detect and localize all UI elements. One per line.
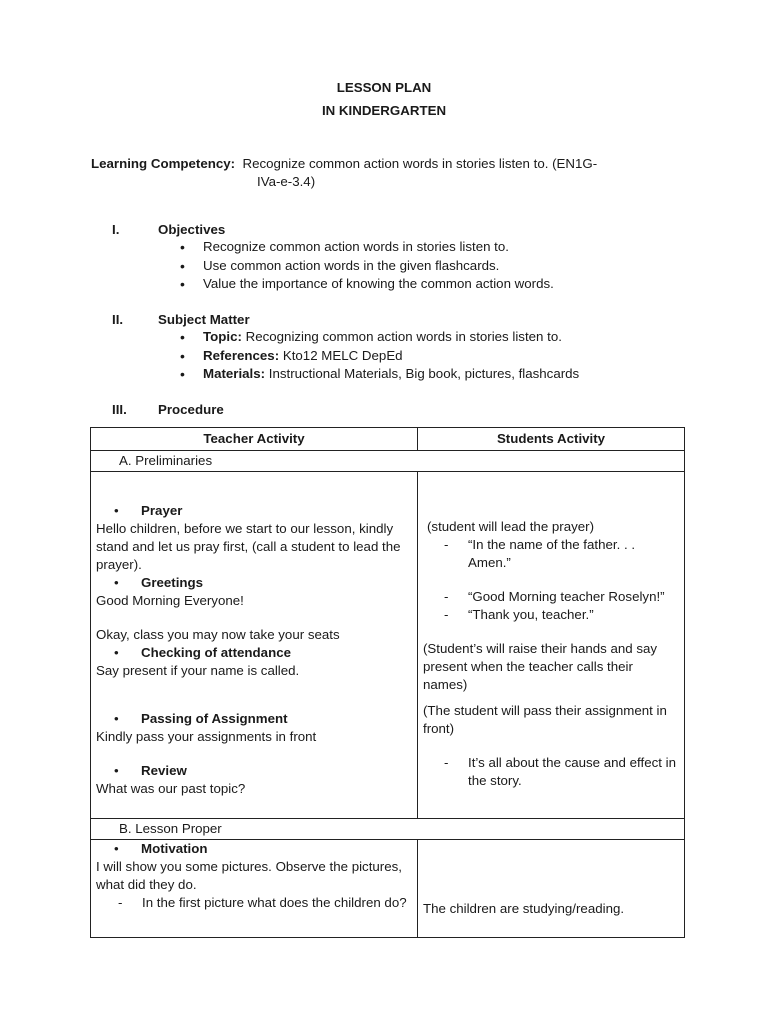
list-item-topic: • Topic: Recognizing common action words in stories listen to. bbox=[180, 328, 579, 347]
section-objectives-title: Objectives bbox=[158, 222, 226, 237]
review-text: What was our past topic? bbox=[96, 781, 246, 796]
section-2-number: II. bbox=[112, 312, 124, 327]
list-item: - It’s all about the cause and effect in the story. bbox=[423, 754, 679, 790]
section-subject-title: Subject Matter bbox=[158, 312, 250, 327]
header-students-activity: Students Activity bbox=[418, 428, 685, 451]
teacher-preliminaries-cell bbox=[91, 472, 418, 819]
assignment-text: Kindly pass your assignments in front bbox=[96, 729, 317, 744]
title-kindergarten: IN KINDERGARTEN bbox=[321, 103, 447, 118]
list-item: - In the first picture what does the children do? bbox=[96, 894, 412, 912]
competency-text: Recognize common action words in stories listen to. (EN1G- bbox=[242, 156, 598, 171]
students-motivation-cell bbox=[418, 840, 685, 938]
attendance-text: Say present if your name is called. bbox=[96, 663, 300, 678]
seats-text: Okay, class you may now take your seats bbox=[96, 627, 340, 642]
children-answer-text: The children are studying/reading. bbox=[423, 901, 625, 916]
pass-assignment-text: (The student will pass their assignment in front) bbox=[423, 703, 667, 736]
list-item-materials: • Materials: Instructional Materials, Big book, pictures, flashcards bbox=[180, 365, 579, 384]
motivation-title: • Motivation bbox=[96, 840, 412, 858]
section-preliminaries: A. Preliminaries bbox=[91, 451, 685, 472]
section-3-number: III. bbox=[112, 402, 127, 417]
learning-competency bbox=[91, 155, 691, 191]
list-item: - “In the name of the father. . . Amen.” bbox=[423, 536, 679, 572]
list-item: • Use common action words in the given flashcards. bbox=[180, 257, 554, 276]
motivation-text: I will show you some pictures. Observe the pictures, what did they do. bbox=[96, 859, 402, 892]
list-item: - “Thank you, teacher.” bbox=[423, 606, 679, 624]
attendance-title: • Checking of attendance bbox=[96, 644, 412, 662]
header-teacher-activity: Teacher Activity bbox=[91, 428, 418, 451]
review-title: • Review bbox=[96, 762, 412, 780]
teacher-motivation-cell bbox=[91, 840, 418, 938]
list-item: - “Good Morning teacher Roselyn!” bbox=[423, 588, 679, 606]
subject-list bbox=[180, 328, 579, 384]
assignment-title: • Passing of Assignment bbox=[96, 710, 412, 728]
title-lesson-plan: LESSON PLAN bbox=[336, 80, 432, 95]
objectives-list bbox=[180, 238, 554, 294]
raise-hands-text: (Student’s will raise their hands and say present when the teacher calls their names) bbox=[423, 641, 658, 692]
students-preliminaries-cell bbox=[418, 472, 685, 819]
section-lesson-proper: B. Lesson Proper bbox=[91, 819, 685, 840]
greetings-title: • Greetings bbox=[96, 574, 412, 592]
competency-label: Learning Competency: bbox=[91, 156, 236, 171]
section-procedure-title: Procedure bbox=[158, 402, 224, 417]
prayer-text: Hello children, before we start to our lesson, kindly stand and let us pray first, (call a student to lead the prayer). bbox=[96, 521, 401, 572]
section-1-number: I. bbox=[112, 222, 120, 237]
greetings-text: Good Morning Everyone! bbox=[96, 593, 244, 608]
list-item: • Value the importance of knowing the common action words. bbox=[180, 275, 554, 294]
prayer-title: • Prayer bbox=[96, 502, 412, 520]
procedure-table bbox=[90, 427, 685, 938]
list-item-references: • References: Kto12 MELC DepEd bbox=[180, 347, 579, 366]
competency-text-cont: IVa-e-3.4) bbox=[257, 174, 316, 189]
lead-prayer-text: (student will lead the prayer) bbox=[427, 519, 595, 534]
list-item: • Recognize common action words in stories listen to. bbox=[180, 238, 554, 257]
